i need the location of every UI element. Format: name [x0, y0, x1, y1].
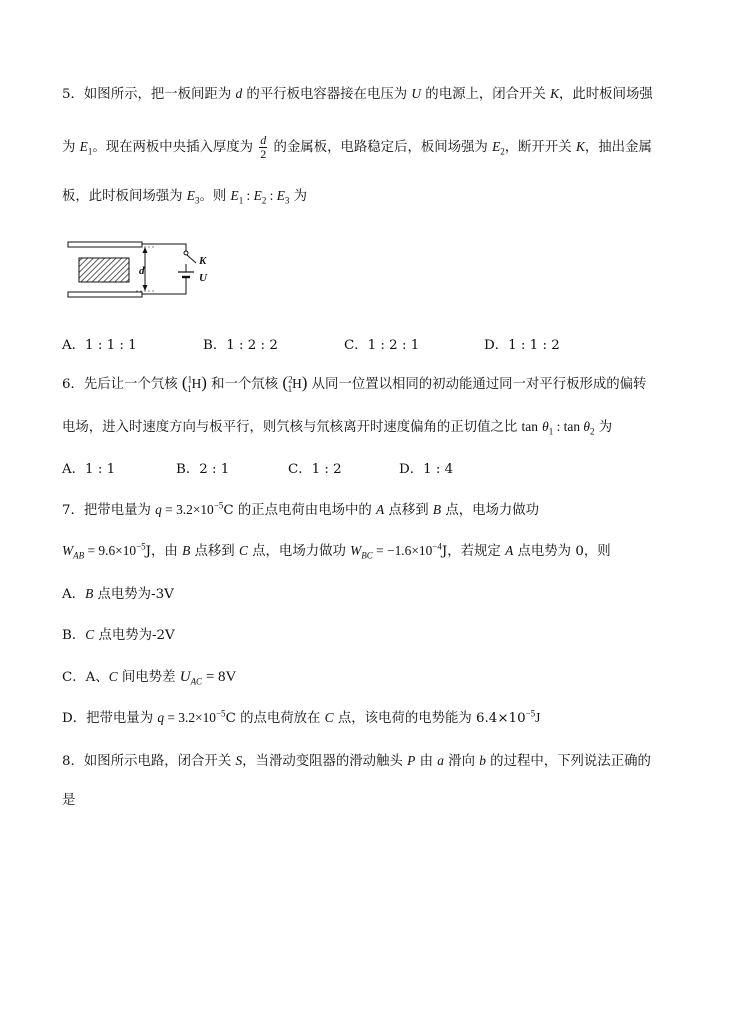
paren-close: ): [301, 373, 308, 392]
denominator: 2: [260, 147, 267, 161]
text: 滑向: [443, 754, 480, 769]
text: 从同一位置以相同的初动能通过同一对平行板形成的偏转: [307, 377, 647, 392]
q5-option-a[interactable]: A．1 : 1 : 1: [62, 338, 137, 353]
q6-option-a[interactable]: A．1 : 1: [62, 462, 116, 477]
text: 点电势为-2V: [94, 628, 175, 643]
math-u: U: [411, 86, 422, 101]
math-e: E: [492, 139, 501, 154]
value: = 8V: [202, 669, 237, 685]
value: = 3.2×10: [164, 710, 216, 725]
text: 。现在两板中央插入厚度为: [92, 140, 258, 155]
q6-option-d[interactable]: D．1 : 4: [399, 462, 454, 477]
value: = −1.6×10: [372, 543, 433, 558]
math-e: E: [253, 188, 262, 203]
math-w: W: [350, 543, 362, 558]
math-b: B: [182, 543, 191, 558]
math-b: b: [479, 753, 486, 768]
q7-option-c[interactable]: [62, 667, 236, 688]
numerator: d: [260, 133, 267, 147]
q6-option-c[interactable]: C．1 : 2: [288, 462, 342, 477]
subscript: 3: [284, 195, 290, 206]
capacitor-circuit-figure: [66, 234, 226, 306]
text: 为: [594, 420, 613, 435]
q7-line-2: [62, 541, 611, 562]
text: 5．如图所示，把一板间距为: [62, 87, 236, 102]
symbol: H: [292, 376, 302, 391]
text: 点，电场力做功: [441, 503, 540, 518]
math-s: S: [235, 753, 243, 768]
q6-option-b[interactable]: B．2 : 1: [176, 462, 230, 477]
text: 的平行板电容器接在电压为: [242, 87, 412, 102]
text: 的过程中，下列说法正确的: [485, 754, 651, 769]
math-e: E: [186, 188, 195, 203]
text: 6．先后让一个氕核: [62, 377, 182, 392]
exponent: −5: [136, 541, 146, 552]
q7-line-1: [62, 500, 539, 521]
theta: θ: [583, 419, 590, 434]
nuclide-deuterium: [288, 374, 302, 394]
value: = 9.6×10: [84, 543, 137, 558]
text: J，若规定: [441, 544, 506, 559]
text: 由: [415, 754, 438, 769]
q5-line-1: [62, 84, 653, 105]
q8-line-1: [62, 751, 651, 772]
text: 点，该电荷的电势能为 6.4×10: [333, 711, 526, 726]
symbol: H: [191, 376, 202, 391]
math-c: C: [108, 669, 118, 684]
switch-pivot: [184, 251, 188, 255]
math-d: d: [235, 86, 243, 101]
math-p: P: [407, 753, 416, 768]
subscript: BC: [361, 550, 373, 561]
math-c: C: [238, 543, 248, 558]
math-k: K: [550, 86, 560, 101]
q5-option-d[interactable]: D．1 : 1 : 2: [484, 338, 560, 353]
subscript: 1: [238, 195, 244, 206]
arrow-head-down: [143, 285, 148, 291]
wire-top: [142, 244, 186, 251]
ratio-sep: :: [243, 188, 254, 203]
text: ，断开开关: [504, 140, 576, 155]
math-k: K: [575, 139, 585, 154]
q6-line-2: [62, 417, 612, 438]
exponent: −5: [215, 708, 226, 719]
math-e: E: [230, 188, 239, 203]
math-a: a: [437, 753, 444, 768]
text: 为: [289, 189, 308, 204]
nuclide-protium: [188, 374, 202, 394]
text: ，抽出金属: [584, 140, 652, 155]
ratio-sep: :: [266, 188, 277, 203]
text: 。则: [199, 189, 231, 204]
value: = 3.2×10: [161, 502, 214, 517]
subscript: AC: [190, 676, 203, 687]
switch-arm: [187, 255, 196, 263]
text: J，由: [145, 544, 183, 559]
bottom-plate: [68, 292, 142, 297]
top-plate: [68, 242, 142, 247]
q5-line-2: [62, 134, 652, 161]
subscript: 3: [194, 195, 200, 206]
text: D．把带电量为: [62, 711, 158, 726]
math-u: U: [179, 669, 191, 685]
paren-open: (: [181, 373, 188, 392]
math-b: B: [85, 586, 94, 601]
exponent: −5: [213, 500, 224, 511]
fraction-d-over-2: [259, 134, 267, 161]
q6-line-1: [62, 373, 646, 395]
tan: tan: [521, 419, 538, 434]
text: 点电势为-3V: [93, 587, 174, 602]
paren-open: (: [282, 373, 289, 392]
text: : tan: [553, 419, 584, 434]
text: C 的正点电荷由电场中的: [223, 503, 377, 518]
text: 为: [62, 140, 80, 155]
text: C．A、: [62, 670, 109, 685]
label-u: U: [199, 272, 207, 284]
q5-option-b[interactable]: B．1 : 2 : 2: [203, 338, 278, 353]
text: A．: [62, 587, 86, 602]
subscript: 2: [500, 146, 505, 157]
math-a: A: [376, 502, 385, 517]
text: 板，此时板间场强为: [62, 189, 187, 204]
math-q: q: [157, 710, 165, 725]
arrow-head-up: [143, 247, 148, 253]
exponent: −5: [525, 708, 536, 719]
q7-option-d[interactable]: [62, 708, 540, 729]
math-q: q: [155, 502, 162, 517]
wire-bottom: [142, 282, 186, 294]
text: 的电源上，闭合开关: [421, 87, 551, 102]
math-c: C: [85, 627, 95, 642]
math-b: B: [432, 502, 442, 517]
subscript: 2: [589, 426, 595, 437]
text: 8．如图所示电路，闭合开关: [62, 754, 236, 769]
text: 间电势差: [117, 670, 180, 685]
q5-option-c[interactable]: C．1 : 2 : 1: [344, 338, 420, 353]
text: ，当滑动变阻器的滑动触头: [242, 754, 408, 769]
math-e: E: [276, 188, 285, 203]
math-a: A: [505, 543, 514, 558]
label-d: d: [139, 265, 145, 277]
text: 点电势为 0，则: [513, 544, 611, 559]
label-k: K: [199, 255, 207, 267]
q8-line-2: 是: [62, 793, 76, 808]
metal-slab: [79, 258, 129, 282]
text: 的金属板，电路稳定后，板间场强为: [269, 140, 493, 155]
text: B．: [62, 628, 86, 643]
q7-option-b[interactable]: [62, 625, 175, 646]
atomic-number: 1: [287, 383, 293, 394]
mass-number: 2: [288, 374, 293, 385]
text: 和一个氘核: [206, 377, 283, 392]
subscript: 1: [87, 146, 93, 157]
text: 7．把带电量为: [62, 503, 156, 518]
math-c: C: [324, 710, 334, 725]
unit: J: [535, 710, 541, 725]
subscript: 2: [261, 195, 267, 206]
math-w: W: [62, 543, 74, 558]
text: 电场，进入时速度方向与板平行，则氕核与氘核离开时速度偏角的正切值之比: [62, 420, 522, 435]
exponent: −4: [432, 541, 442, 552]
text: 点，电场力做功: [247, 544, 351, 559]
subscript: AB: [73, 550, 85, 561]
q5-line-3: [62, 186, 307, 207]
paren-close: ): [201, 373, 207, 392]
math-e: E: [79, 139, 88, 154]
q7-option-a[interactable]: [62, 584, 174, 605]
text: ，此时板间场强: [559, 87, 653, 102]
mass-number: 1: [187, 374, 193, 385]
subscript: 1: [548, 426, 554, 437]
atomic-number: 1: [187, 383, 192, 394]
theta: θ: [542, 419, 549, 434]
text: 点移到: [384, 503, 433, 518]
text: 点移到: [190, 544, 239, 559]
text: C 的点电荷放在: [225, 711, 325, 726]
